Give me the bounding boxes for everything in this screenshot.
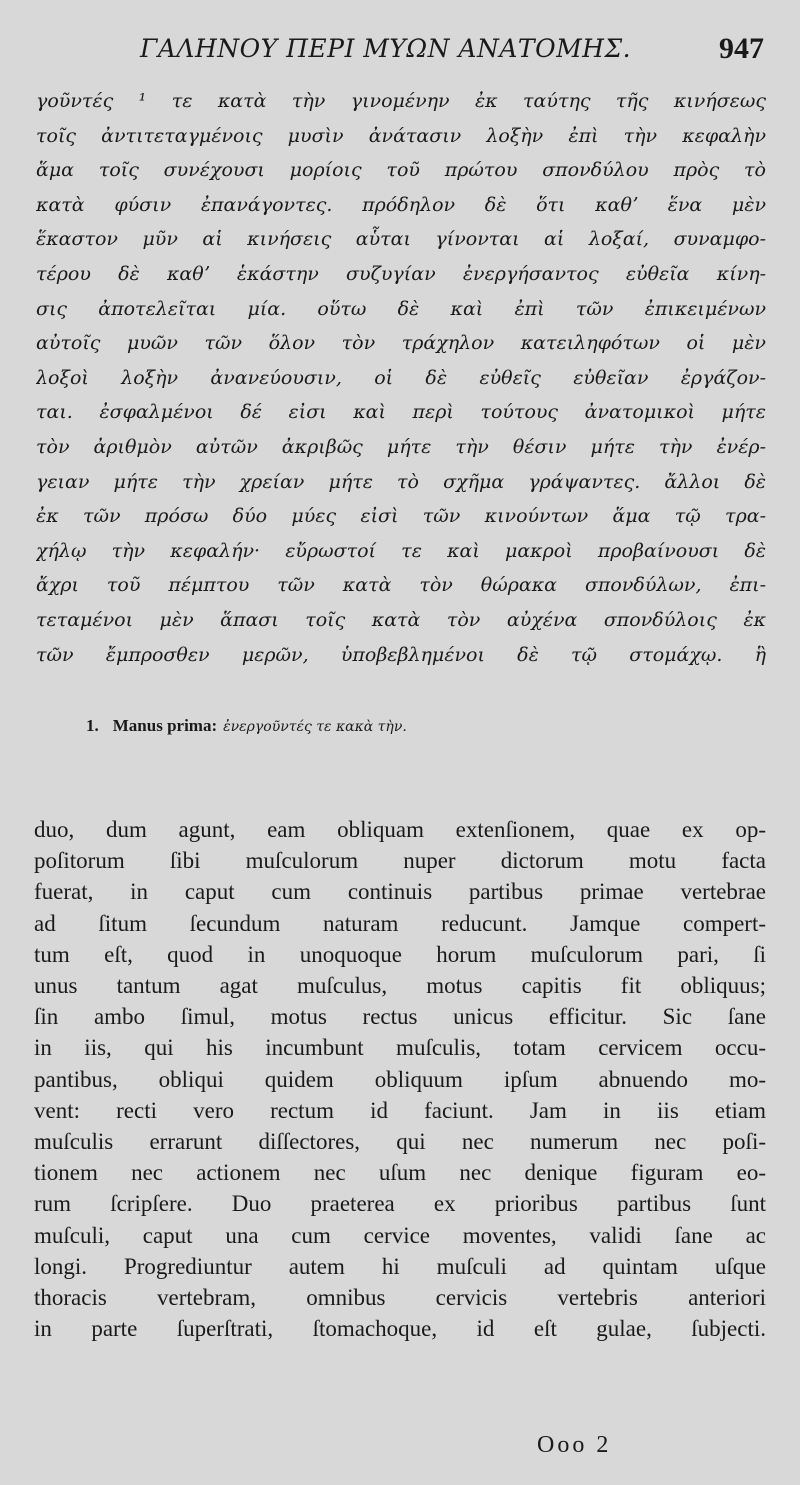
footnote-number: 1. xyxy=(86,716,99,735)
latin-text-block xyxy=(34,814,766,1344)
latin-line: in parte ſuperſtrati, ſtomachoque, id eſt gulae, ſubjecti. xyxy=(34,1316,766,1342)
page-header xyxy=(0,30,800,76)
footnote-text: ἐνεργοῦντές τε κακὰ τὴν. xyxy=(223,719,407,735)
latin-line: muſculi, caput una cum cervice moventes, validi ſane ac xyxy=(34,1222,766,1248)
running-title: ΓΑΛΗΝΟΥ ΠΕΡΙ ΜΥΩΝ ΑΝΑΤΟΜΗΣ. xyxy=(140,34,632,63)
greek-line: ἐκ τῶν πρόσω δύο μύες εἰσὶ τῶν κινούντων ἅμα τῷ τρα- xyxy=(36,505,766,528)
latin-line: unus tantum agat muſculus, motus capitis fit obliquus; xyxy=(34,973,766,999)
greek-line: γειαν μήτε τὴν χρείαν μήτε τὸ σχῆμα γράψαντες. ἄλλοι δὲ xyxy=(36,470,766,493)
latin-line: ad ſitum ſecundum naturam reducunt. Jamque compert- xyxy=(34,910,766,936)
latin-line: poſitorum ſibi muſculorum nuper dictorum motu facta xyxy=(34,848,766,874)
greek-line: τῶν ἔμπροσθεν μερῶν, ὑποβεβλημένοι δὲ τῷ στομάχῳ. ἣ xyxy=(36,643,766,666)
latin-line: rum ſcripſere. Duo praeterea ex prioribus partibus ſunt xyxy=(34,1191,766,1217)
latin-line: in iis, qui his incumbunt muſculis, totam cervicem occu- xyxy=(34,1035,766,1061)
latin-line: tionem nec actionem nec uſum nec denique figuram eo- xyxy=(34,1160,766,1186)
greek-line: τέρου δὲ καθʼ ἑκάστην συζυγίαν ἐνεργήσαντος εὐθεῖα κίνη- xyxy=(36,262,766,285)
greek-line: τὸν ἀριθμὸν αὐτῶν ἀκριβῶς μήτε τὴν θέσιν μήτε τὴν ἐνέρ- xyxy=(36,435,766,458)
latin-line: longi. Progrediuntur autem hi muſculi ad quintam uſque xyxy=(34,1253,766,1279)
greek-line: κατὰ φύσιν ἐπανάγοντες. πρόδηλον δὲ ὅτι καθʼ ἕνα μὲν xyxy=(36,193,766,216)
page-number: 947 xyxy=(719,32,764,65)
latin-line: thoracis vertebram, omnibus cervicis vertebris anteriori xyxy=(34,1285,766,1311)
latin-line: tum eſt, quod in unoquoque horum muſculorum pari, ſi xyxy=(34,941,766,967)
latin-line: vent: recti vero rectum id faciunt. Jam in iis etiam xyxy=(34,1097,766,1123)
greek-line: γοῦντές ¹ τε κατὰ τὴν γινομένην ἐκ ταύτης τῆς κινήσεως xyxy=(36,90,766,112)
greek-line: ἕκαστον μῦν αἱ κινήσεις αὗται γίνονται αἱ λοξαί, συναμφο- xyxy=(36,228,766,251)
latin-line: ſin ambo ſimul, motus rectus unicus efficitur. Sic ſane xyxy=(34,1004,766,1030)
latin-line: pantibus, obliqui quidem obliquum ipſum abnuendo mo- xyxy=(34,1066,766,1092)
footnote-label: Manus prima: xyxy=(112,716,218,735)
greek-text-block xyxy=(36,84,766,672)
greek-line: ἅμα τοῖς συνέχουσι μορίοις τοῦ πρώτου σπονδύλου πρὸς τὸ xyxy=(36,159,766,182)
signature-mark: Ooo 2 xyxy=(537,1432,612,1458)
latin-line: fuerat, in caput cum continuis partibus primae vertebrae xyxy=(34,879,766,905)
latin-line: muſculis errarunt diſſectores, qui nec numerum nec poſi- xyxy=(34,1129,766,1155)
greek-line: λοξοὶ λοξὴν ἀνανεύουσιν, οἱ δὲ εὐθεῖς εὐθεῖαν ἐργάζον- xyxy=(36,366,766,389)
greek-line: ται. ἐσφαλμένοι δέ εἰσι καὶ περὶ τούτους ἀνατομικοὶ μήτε xyxy=(36,401,766,424)
greek-line: τεταμένοι μὲν ἅπασι τοῖς κατὰ τὸν αὐχένα σπονδύλοις ἐκ xyxy=(36,608,766,631)
greek-line: αὐτοῖς μυῶν τῶν ὅλον τὸν τράχηλον κατειληφότων οἱ μὲν xyxy=(36,332,766,355)
latin-line: duo, dum agunt, eam obliquam extenſionem, quae ex op- xyxy=(34,817,766,842)
greek-line: τοῖς ἀντιτεταγμένοις μυσὶν ἀνάτασιν λοξὴν ἐπὶ τὴν κεφαλὴν xyxy=(36,124,766,147)
footnote xyxy=(86,716,766,736)
greek-line: ἄχρι τοῦ πέμπτου τῶν κατὰ τὸν θώρακα σπονδύλων, ἐπι- xyxy=(36,574,766,597)
greek-line: σις ἀποτελεῖται μία. οὕτω δὲ καὶ ἐπὶ τῶν ἐπικειμένων xyxy=(36,297,766,320)
greek-line: χήλῳ τὴν κεφαλήν· εὔρωστοί τε καὶ μακροὶ προβαίνουσι δὲ xyxy=(36,539,766,562)
